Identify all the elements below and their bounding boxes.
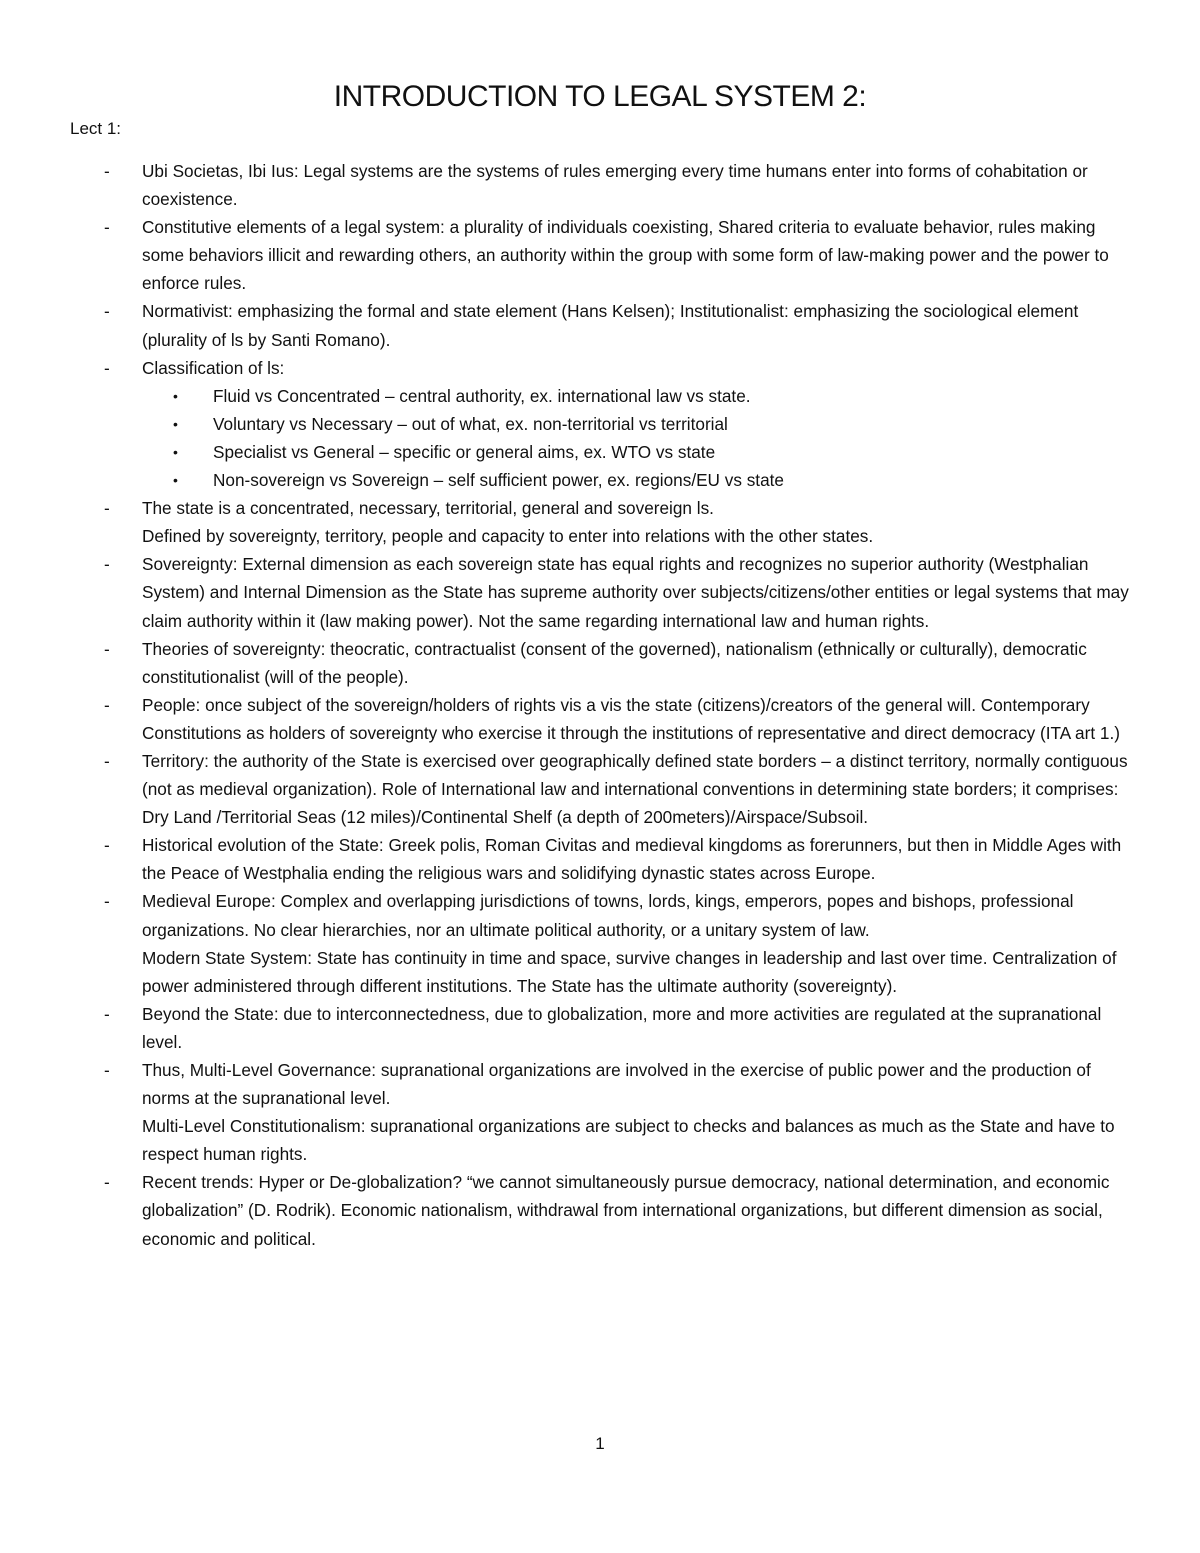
list-item-text: Theories of sovereignty: theocratic, contractualist (consent of the governed), nationalism (ethnically or culturally), democratic constitutionalist (will of the people). <box>142 638 1087 687</box>
list-item <box>104 1056 1134 1168</box>
list-item <box>104 691 1134 747</box>
list-item <box>104 494 1134 550</box>
list-item <box>104 831 1134 887</box>
dash-bullet: - <box>104 694 110 715</box>
round-bullet: • <box>173 472 178 489</box>
sub-list-item <box>104 382 1134 410</box>
document-title: INTRODUCTION TO LEGAL SYSTEM 2: <box>333 80 867 113</box>
dash-bullet: - <box>104 1003 110 1024</box>
dash-bullet: - <box>104 217 110 238</box>
notes-list <box>104 157 1134 1253</box>
dash-bullet: - <box>104 750 110 771</box>
lecture-label: Lect 1: <box>70 119 122 138</box>
sub-list-item <box>104 438 1134 466</box>
list-item <box>104 297 1134 353</box>
sub-list-item <box>104 466 1134 494</box>
list-item-text: Constitutive elements of a legal system: a plurality of individuals coexisting, Shared criteria to evaluate behavior, rules making some behaviors illicit and rewarding others, an authority within the group with some form of law-making power and the power to enforce rules. <box>142 217 1109 294</box>
dash-bullet: - <box>104 638 110 659</box>
list-item <box>104 1000 1134 1056</box>
list-item-text: Beyond the State: due to interconnectedness, due to globalization, more and more activities are regulated at the supranational level. <box>142 1003 1102 1052</box>
sub-list-item-text: Specialist vs General – specific or general aims, ex. WTO vs state <box>213 441 716 462</box>
dash-bullet: - <box>104 554 110 575</box>
list-item-text: Historical evolution of the State: Greek polis, Roman Civitas and medieval kingdoms as forerunners, but then in Middle Ages with the Peace of Westphalia ending the religious wars and solidifying dynastic states across Europe. <box>142 835 1122 884</box>
list-item-text: People: once subject of the sovereign/holders of rights vis a vis the state (citizens)/creators of the general will. Contemporary Constitutions as holders of sovereignty who exercise it through the institutions of representative and direct democracy (ITA art 1.) <box>142 694 1120 743</box>
dash-bullet: - <box>104 1172 110 1193</box>
round-bullet: • <box>173 387 178 404</box>
list-item-text: Medieval Europe: Complex and overlapping jurisdictions of towns, lords, kings, emperors, popes and bishops, professional organizations. No clear hierarchies, nor an ultimate political authority, or a unitary system of law. <box>142 891 1074 940</box>
list-item-text: Sovereignty: External dimension as each sovereign state has equal rights and recognizes no superior authority (Westphalian System) and Internal Dimension as the State has supreme authority over subjects/citizens/other entities or legal systems that may claim authority within it (law making power). Not the same regarding international law and human rights. <box>142 554 1129 631</box>
dash-bullet: - <box>104 301 110 322</box>
dash-bullet: - <box>104 498 110 519</box>
round-bullet: • <box>173 443 178 460</box>
list-item <box>104 887 1134 999</box>
dash-bullet: - <box>104 835 110 856</box>
dash-bullet: - <box>104 357 110 378</box>
dash-bullet: - <box>104 891 110 912</box>
list-item <box>104 635 1134 691</box>
dash-bullet: - <box>104 1060 110 1080</box>
list-item-text: Defined by sovereignty, territory, people and capacity to enter into relations with the other states. <box>142 526 874 547</box>
round-bullet: • <box>173 415 178 432</box>
list-item-text: The state is a concentrated, necessary, territorial, general and sovereign ls. <box>142 498 714 519</box>
sub-list-item <box>104 410 1134 438</box>
list-item-text: Multi-Level Constitutionalism: supranational organizations are subject to checks and balances as much as the State and have to respect human rights. <box>142 1116 1115 1165</box>
list-item <box>104 157 1134 213</box>
list-item <box>104 550 1134 634</box>
list-item-text: Ubi Societas, Ibi Ius: Legal systems are the systems of rules emerging every time humans enter into forms of cohabitation or coexistence. <box>142 161 1088 210</box>
list-item-text: Normativist: emphasizing the formal and state element (Hans Kelsen); Institutionalist: emphasizing the sociological element (plurality of ls by Santi Romano). <box>142 301 1079 350</box>
sub-list-item-text: Voluntary vs Necessary – out of what, ex. non-territorial vs territorial <box>213 413 728 434</box>
sub-list-item-text: Fluid vs Concentrated – central authority, ex. international law vs state. <box>213 385 751 406</box>
list-item-text: Classification of ls: <box>142 357 285 378</box>
sub-list-item-text: Non-sovereign vs Sovereign – self sufficient power, ex. regions/EU vs state <box>213 470 784 491</box>
list-item-text: Territory: the authority of the State is exercised over geographically defined state borders – a distinct territory, normally contiguous (not as medieval organization). Role of International law and international conventions in determining state borders; it comprises: Dry Land /Territorial Seas (12 miles)/Continental Shelf (a depth of 200meters)/Airspace/Subsoil. <box>142 750 1128 828</box>
list-item <box>104 213 1134 297</box>
page-number: 1 <box>595 1434 605 1453</box>
dash-bullet: - <box>104 161 110 181</box>
list-item <box>104 1168 1134 1252</box>
list-item-text: Recent trends: Hyper or De-globalization? “we cannot simultaneously pursue democracy, national determination, and economic globalization” (D. Rodrik). Economic nationalism, withdrawal from international organizations, but different dimension as social, economic and political. <box>142 1172 1110 1249</box>
list-item-text: Modern State System: State has continuity in time and space, survive changes in leadership and last over time. Centralization of power administered through different institutions. The State has the ultimate authority (sovereignty). <box>142 947 1117 996</box>
list-item <box>104 747 1134 831</box>
list-item-text: Thus, Multi-Level Governance: supranational organizations are involved in the exercise of public power and the production of norms at the supranational level. <box>142 1060 1091 1109</box>
list-item <box>104 354 1134 382</box>
